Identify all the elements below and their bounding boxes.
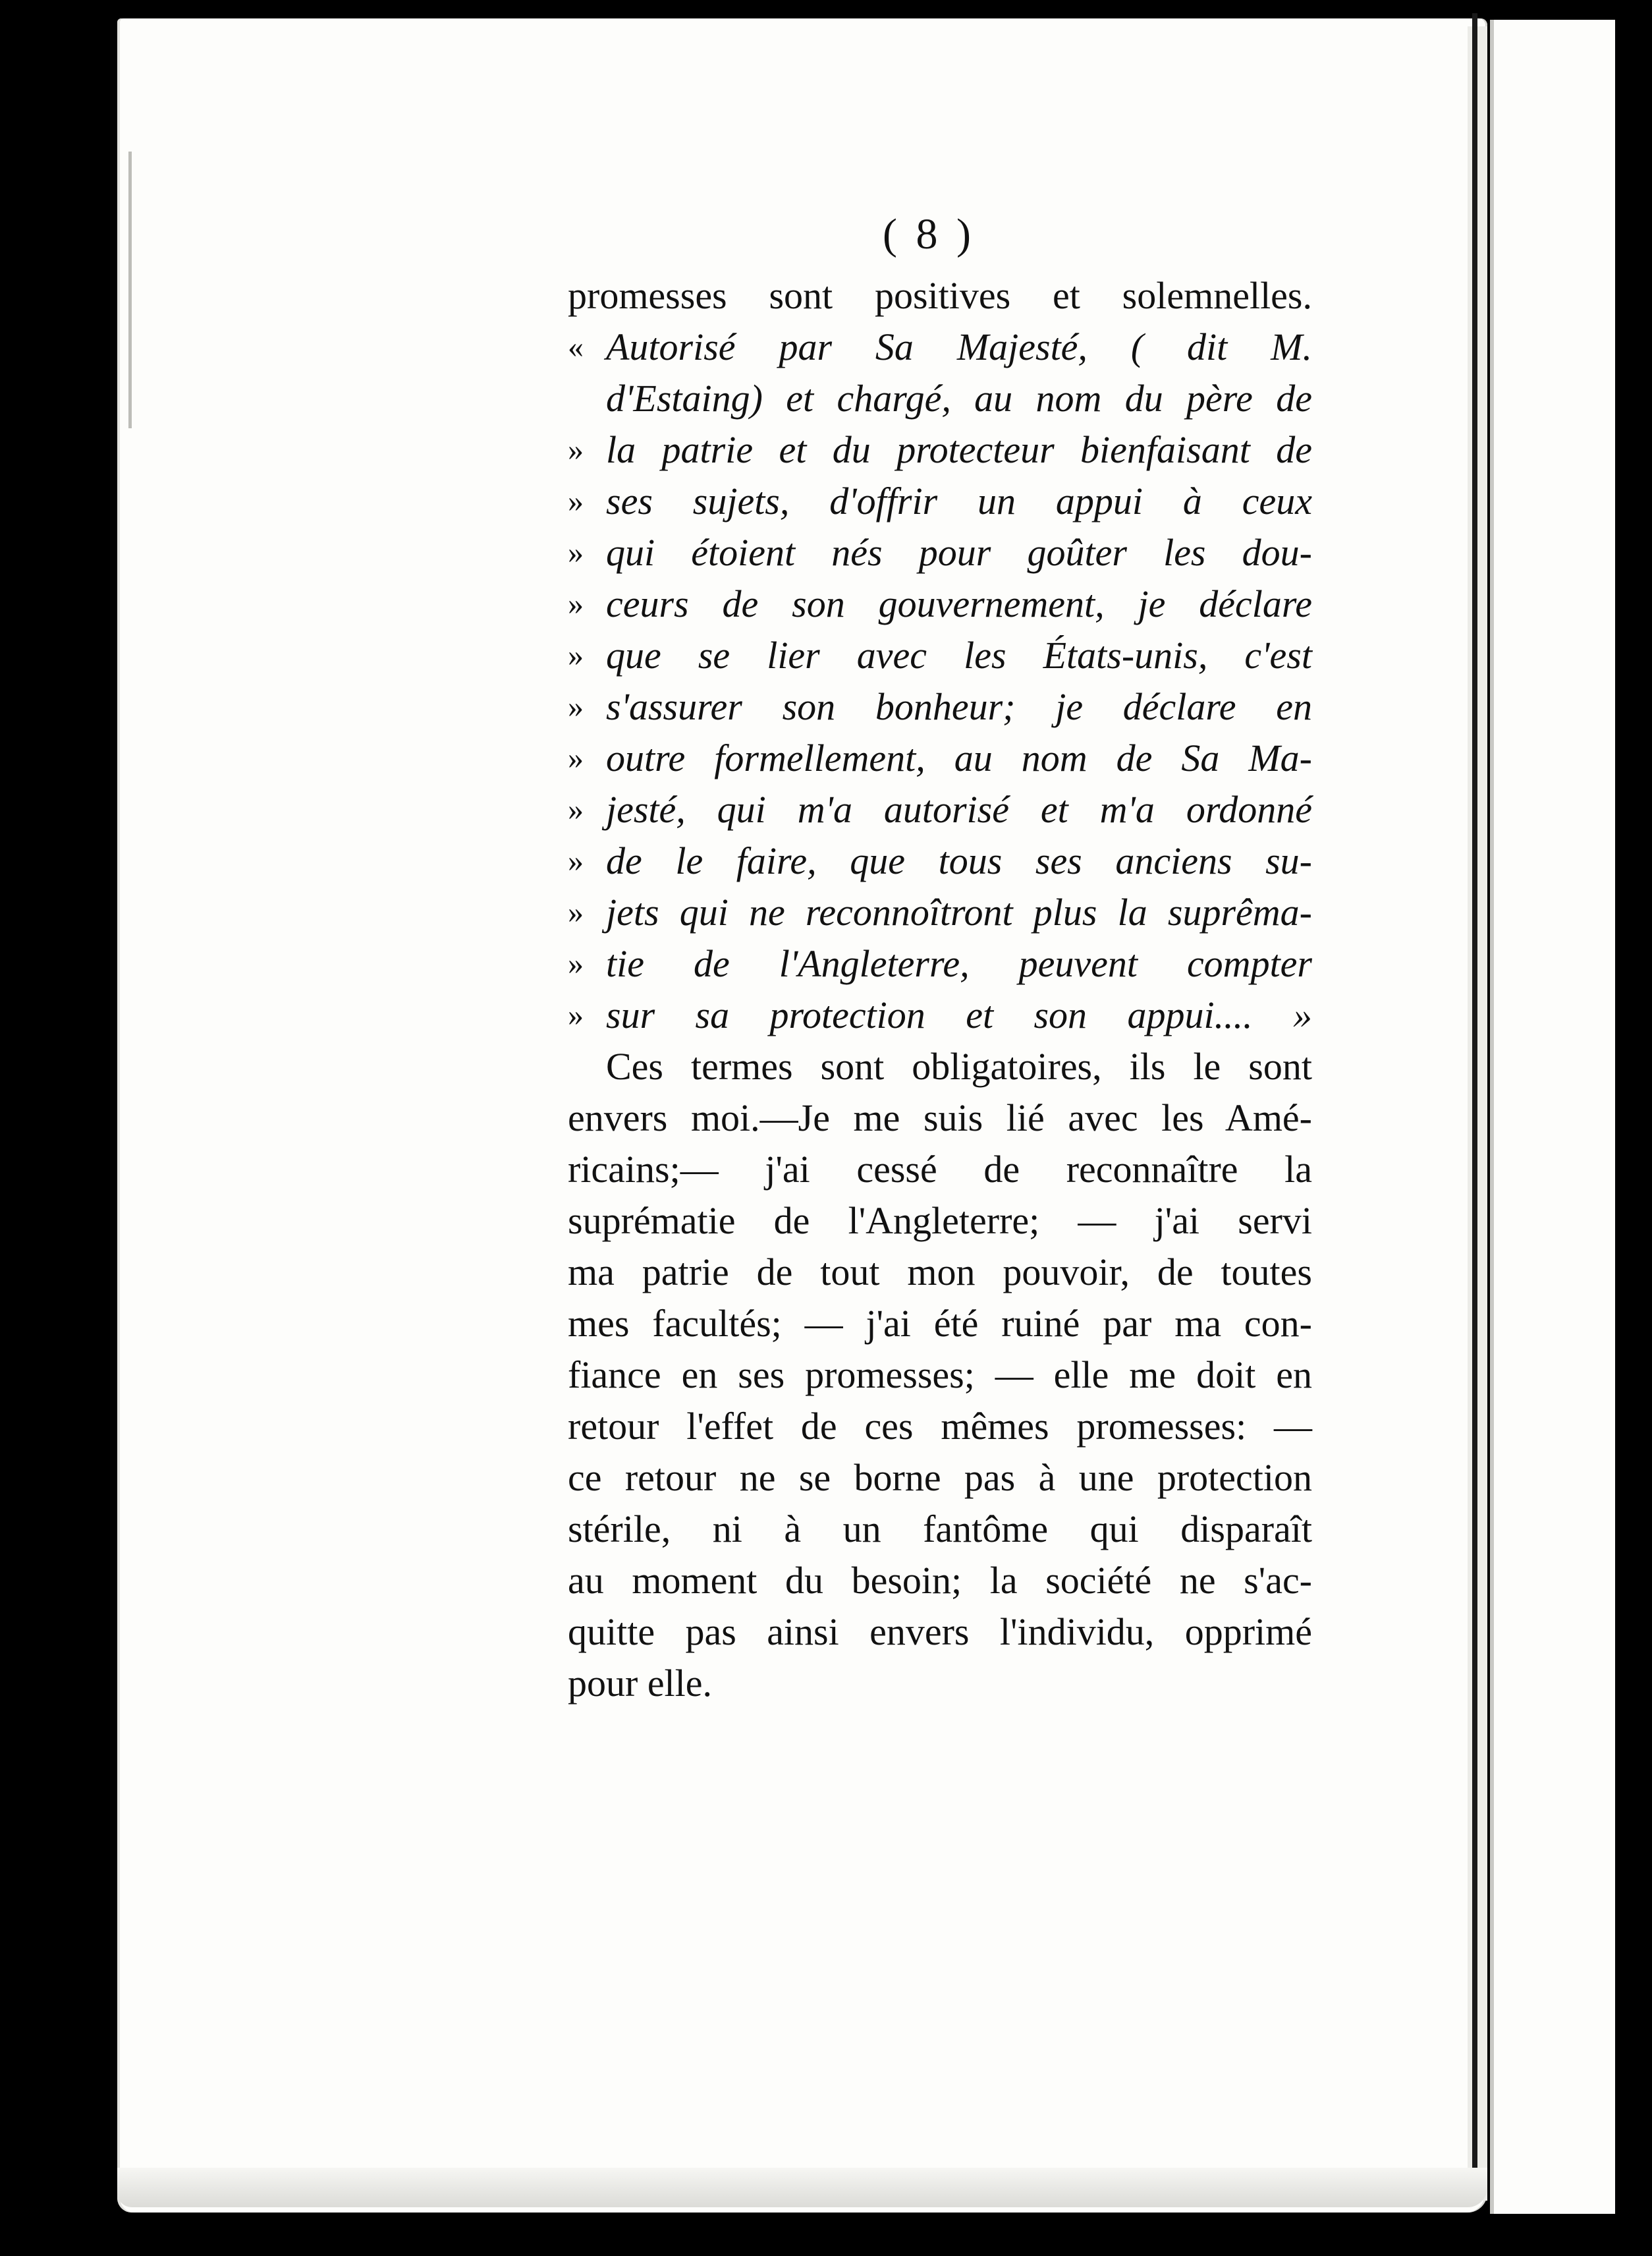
text-line	[568, 1349, 1312, 1401]
line-text: s'assurer son bonheur; je déclare en	[606, 685, 1312, 728]
line-text: ce retour ne se borne pas à une protection	[568, 1456, 1312, 1499]
text-line	[568, 784, 1312, 835]
line-text: Ces termes sont obligatoires, ils le sont	[606, 1045, 1312, 1088]
text-line	[568, 1247, 1312, 1298]
line-text: outre formellement, au nom de Sa Ma-	[606, 737, 1312, 779]
quote-mark: »	[568, 792, 584, 827]
line-text: la patrie et du protecteur bienfaisant de	[606, 428, 1312, 471]
facing-page-shadow	[1490, 20, 1494, 2214]
quote-mark: »	[568, 895, 584, 930]
page-bottom-edge	[117, 2168, 1487, 2207]
line-text: pour elle.	[568, 1662, 713, 1705]
quote-mark: «	[568, 329, 584, 364]
text-line	[568, 733, 1312, 784]
line-text: suprématie de l'Angleterre; — j'ai servi	[568, 1199, 1312, 1242]
text-line	[568, 1298, 1312, 1349]
text-line	[568, 322, 1312, 373]
line-text: ma patrie de tout mon pouvoir, de toutes	[568, 1251, 1312, 1293]
line-text: de le faire, que tous ses anciens su-	[606, 839, 1312, 882]
quote-mark: »	[568, 946, 584, 981]
text-line	[568, 835, 1312, 887]
line-text: fiance en ses promesses; — elle me doit en	[568, 1353, 1312, 1396]
text-line	[568, 1504, 1312, 1555]
page-number: ( 8 )	[883, 210, 975, 258]
text-line	[568, 578, 1312, 630]
line-text: retour l'effet de ces mêmes promesses: —	[568, 1405, 1312, 1448]
text-line	[568, 1195, 1312, 1247]
line-text: jets qui ne reconnoîtront plus la suprêma-	[606, 891, 1312, 934]
line-text: envers moi.—Je me suis lié avec les Amé-	[568, 1096, 1312, 1139]
text-line	[568, 681, 1312, 733]
line-text: mes facultés; — j'ai été ruiné par ma con-	[568, 1302, 1312, 1345]
body-text	[568, 270, 1312, 1709]
line-text: ses sujets, d'offrir un appui à ceux	[606, 480, 1312, 522]
quote-mark: »	[568, 843, 584, 878]
line-text: ricains;— j'ai cessé de reconnaître la	[568, 1148, 1312, 1191]
text-line	[568, 1606, 1312, 1658]
line-text: que se lier avec les États-unis, c'est	[606, 634, 1312, 677]
text-line	[568, 1401, 1312, 1452]
quote-mark: »	[568, 586, 584, 621]
line-text: tie de l'Angleterre, peuvent compter	[606, 942, 1312, 985]
line-text: ceurs de son gouvernement, je déclare	[606, 582, 1312, 625]
line-text: Autorisé par Sa Majesté, ( dit M.	[606, 325, 1312, 368]
text-line	[568, 1092, 1312, 1144]
text-line	[568, 1555, 1312, 1606]
text-line	[568, 424, 1312, 476]
quote-mark: »	[568, 689, 584, 724]
text-line	[568, 1041, 1312, 1092]
text-line	[568, 270, 1312, 322]
text-line	[568, 373, 1312, 424]
line-text: au moment du besoin; la société ne s'ac-	[568, 1559, 1312, 1602]
text-line	[568, 630, 1312, 681]
line-text: sur sa protection et son appui.... »	[606, 994, 1312, 1036]
page-edge	[1468, 26, 1487, 2201]
text-line	[568, 476, 1312, 527]
text-line	[568, 1144, 1312, 1195]
facing-page	[1490, 20, 1615, 2214]
quote-mark: »	[568, 638, 584, 673]
quote-mark: »	[568, 741, 584, 776]
text-line	[568, 1452, 1312, 1504]
quote-mark	[568, 373, 606, 424]
line-text: quitte pas ainsi envers l'individu, opprimé	[568, 1610, 1312, 1653]
text-line	[568, 938, 1312, 990]
text-line	[568, 887, 1312, 938]
text-line	[568, 527, 1312, 578]
text-line	[568, 1658, 1312, 1709]
page-crease	[128, 152, 132, 428]
line-text: jesté, qui m'a autorisé et m'a ordonné	[606, 788, 1312, 831]
binding-fold	[1472, 13, 1477, 2201]
quote-mark: »	[568, 484, 584, 519]
line-text: qui étoient nés pour goûter les dou-	[606, 531, 1312, 574]
line-text: stérile, ni à un fantôme qui disparaît	[568, 1508, 1312, 1550]
quote-mark: »	[568, 998, 584, 1032]
line-text: promesses sont positives et solemnelles.	[568, 274, 1312, 317]
quote-mark: »	[568, 432, 584, 467]
line-text: d'Estaing) et chargé, au nom du père de	[606, 377, 1312, 420]
quote-mark: »	[568, 535, 584, 570]
text-line	[568, 990, 1312, 1041]
